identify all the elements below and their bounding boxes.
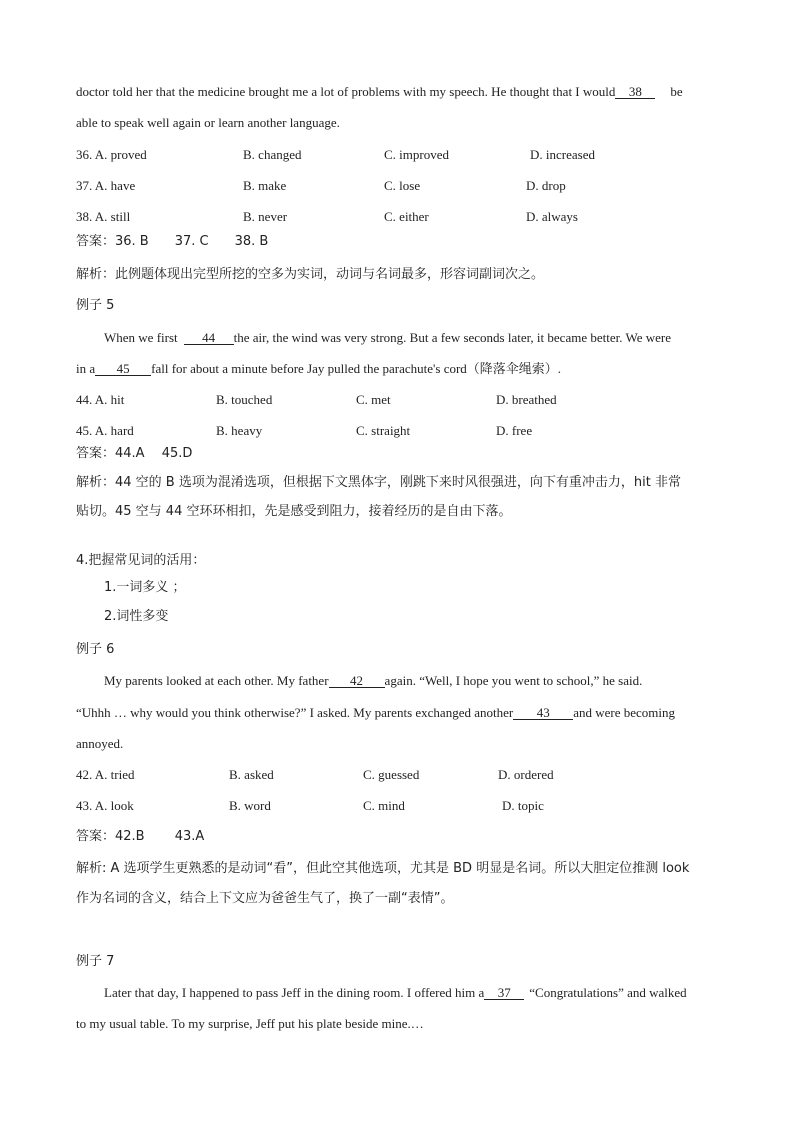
option: 44. A. hit [76, 392, 125, 407]
option: D. topic [502, 798, 544, 813]
option: B. never [243, 209, 288, 224]
option: 37. A. have [76, 178, 136, 193]
blank-38: 38 [615, 85, 655, 99]
option: B. make [243, 178, 287, 193]
passage-line: My parents looked at each other. My father 42 again. “Well, I hope you went to school,” he said. [104, 673, 643, 688]
blank-43: 43 [513, 706, 573, 720]
list-item: 1.一词多义 ； [104, 580, 186, 595]
list-item: 2.词性多变 [104, 609, 169, 624]
passage-line: doctor told her that the medicine brought me a lot of problems with my speech. He thought that I would 38 be [76, 84, 683, 99]
option: C. met [356, 392, 391, 407]
example-title: 例子 5 [76, 298, 115, 313]
option: B. heavy [216, 423, 263, 438]
option: 38. A. still [76, 209, 131, 224]
passage-line: in a 45 fall for about a minute before Jay pulled the parachute's cord（降落伞绳索）. [76, 361, 562, 376]
option: B. word [229, 798, 271, 813]
option: D. always [526, 209, 578, 224]
option: C. improved [384, 147, 449, 162]
passage-line: When we first 44 the air, the wind was very strong. But a few seconds later, it became better. We were [104, 330, 671, 345]
option: 43. A. look [76, 798, 134, 813]
option: C. lose [384, 178, 421, 193]
option: D. drop [526, 178, 566, 193]
analysis-line: 作为名词的含义，结合上下文应为爸爸生气了，换了一副“表情”。 [76, 891, 454, 906]
answer-line: 答案：44.A 45.D [76, 446, 193, 461]
passage-line: “Uhhh … why would you think otherwise?” I asked. My parents exchanged another 43 and were becoming [76, 705, 675, 720]
example-title: 例子 6 [76, 642, 115, 657]
analysis-line: 贴切。45 空与 44 空环环相扣，先是感受到阻力，接着经历的是自由下落。 [76, 504, 512, 519]
option: 42. A. tried [76, 767, 135, 782]
answer-line: 答案：42.B 43.A [76, 829, 205, 844]
analysis-line: 解析：此例题体现出完型所挖的空多为实词，动词与名词最多，形容词副词次之。 [76, 267, 545, 282]
option: D. increased [530, 147, 595, 162]
option: C. straight [356, 423, 411, 438]
blank-37: 37 [484, 986, 524, 1000]
blank-42: 42 [329, 674, 385, 688]
option: 36. A. proved [76, 147, 147, 162]
option: D. breathed [496, 392, 557, 407]
passage-line: able to speak well again or learn another language. [76, 115, 340, 130]
option: B. changed [243, 147, 302, 162]
option: D. ordered [498, 767, 554, 782]
option: B. touched [216, 392, 273, 407]
option: 45. A. hard [76, 423, 134, 438]
passage-line: Later that day, I happened to pass Jeff in the dining room. I offered him a 37 “Congratulations” and walked [104, 985, 687, 1000]
passage-line: annoyed. [76, 736, 124, 751]
passage-line: to my usual table. To my surprise, Jeff put his plate beside mine.… [76, 1016, 424, 1031]
option: D. free [496, 423, 533, 438]
answer-line: 答案：36. B 37. C 38. B [76, 234, 269, 249]
option: C. either [384, 209, 429, 224]
section-heading: 4.把握常见词的活用： [76, 553, 206, 568]
option: C. guessed [363, 767, 420, 782]
blank-44: 44 [184, 331, 234, 345]
blank-45: 45 [95, 362, 151, 376]
analysis-line: 解析: A 选项学生更熟悉的是动词“看”，但此空其他选项，尤其是 BD 明显是名词。所以大胆定位推测 look [76, 861, 690, 876]
analysis-line: 解析：44 空的 B 选项为混淆选项，但根据下文黑体字，刚跳下来时风很强进，向下有重冲击力，hit 非常 [76, 475, 681, 490]
option: B. asked [229, 767, 274, 782]
example-title: 例子 7 [76, 954, 115, 969]
option: C. mind [363, 798, 405, 813]
